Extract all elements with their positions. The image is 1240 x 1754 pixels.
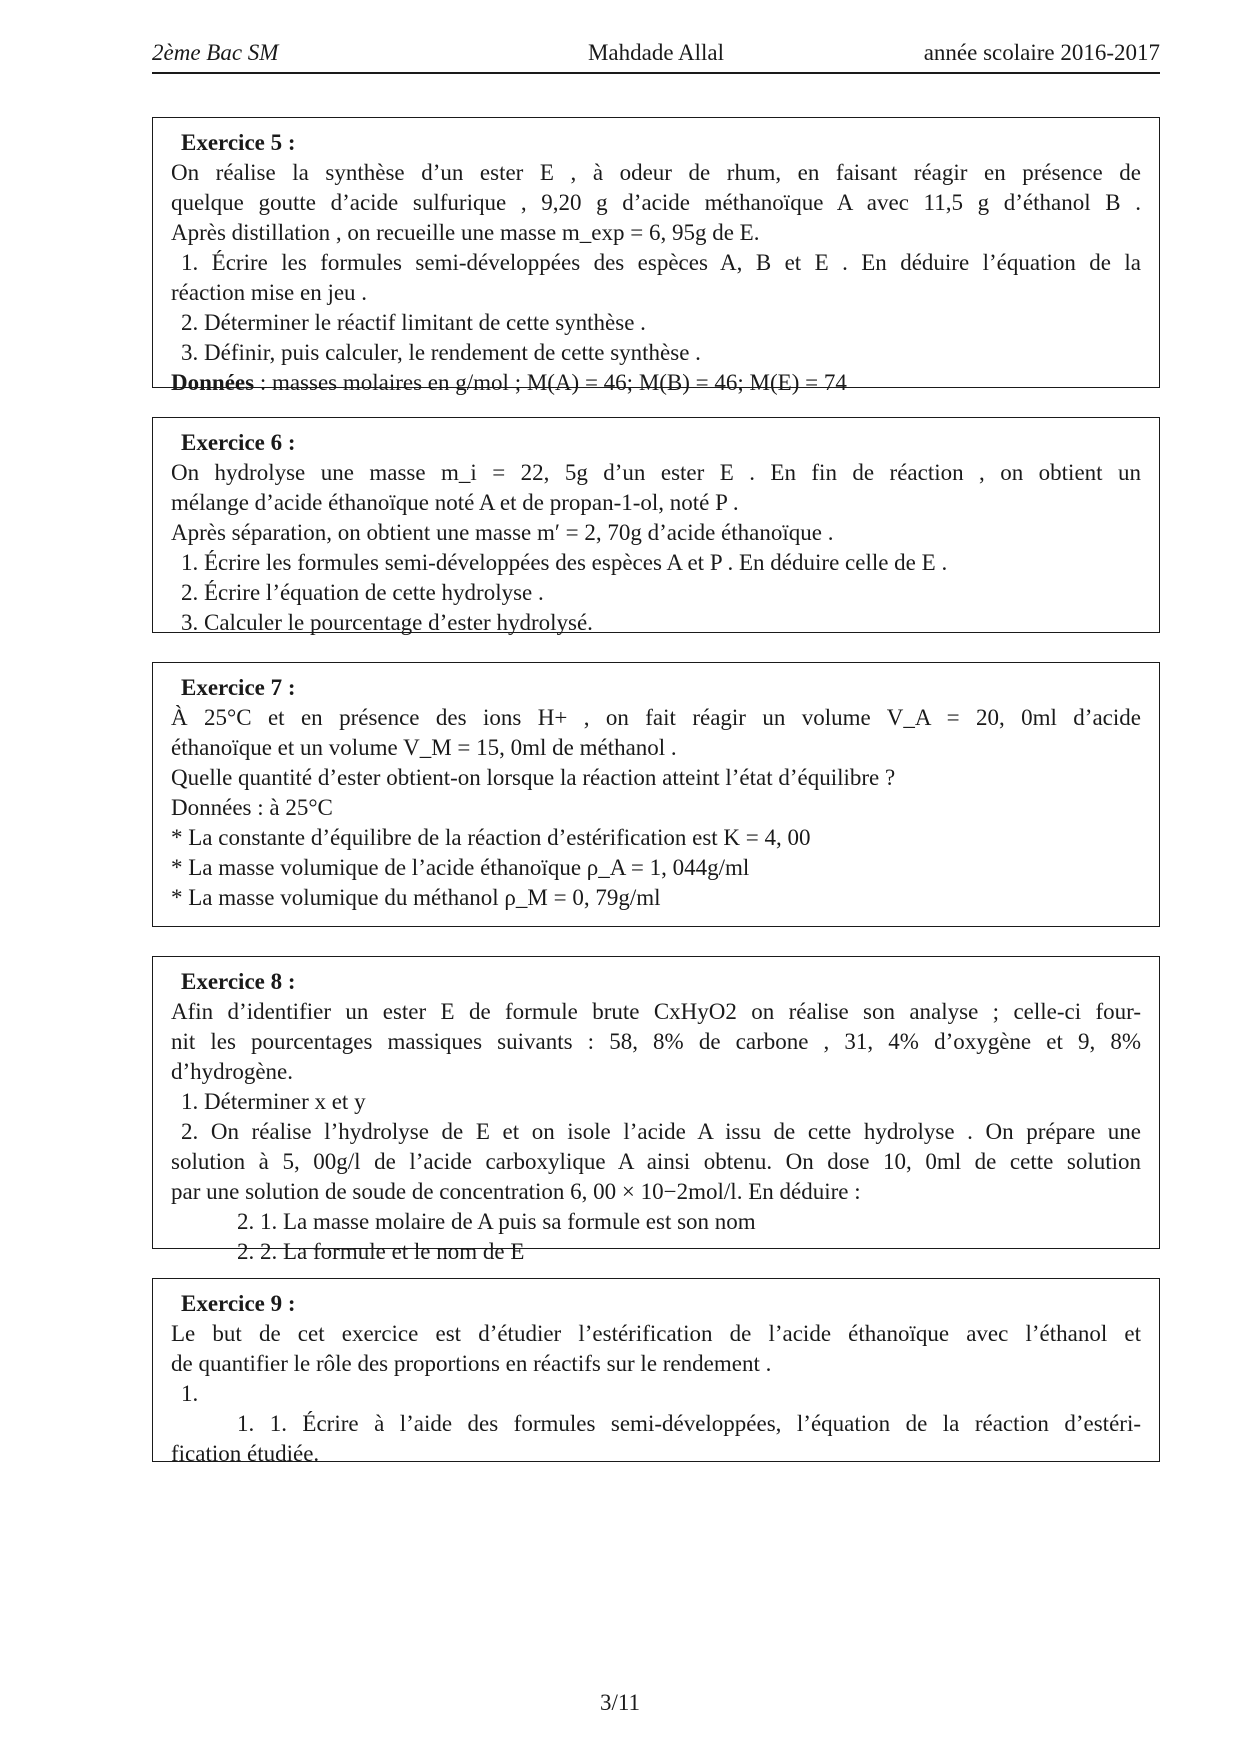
data-text: : masses molaires en g/mol ; M(A) = 46; M(B) = 46; M(E) = 74 xyxy=(254,370,847,395)
exercise-5-data-line xyxy=(171,368,1141,398)
page-number: 3/11 xyxy=(599,1690,641,1715)
exercise-5-question-2: 2. Déterminer le réactif limitant de cette synthèse . xyxy=(181,310,646,335)
exercise-9-title: Exercice 9 : xyxy=(181,1291,296,1316)
exercise-8-line-7: par une solution de soude de concentration 6, 00 × 10−2mol/l. En déduire : xyxy=(171,1179,861,1204)
exercise-8-title: Exercice 8 : xyxy=(181,969,296,994)
exercise-7-title: Exercice 7 : xyxy=(181,675,296,700)
exercise-7-data-header: Données : à 25°C xyxy=(171,795,333,820)
exercise-6-line-3: Après séparation, on obtient une masse m′ = 2, 70g d’acide éthanoïque . xyxy=(171,520,834,545)
exercise-6-box xyxy=(152,417,1160,633)
exercise-9-line-5: fication étudiée. xyxy=(171,1441,320,1466)
exercise-6-question-2: 2. Écrire l’équation de cette hydrolyse . xyxy=(181,580,544,605)
exercise-7-data-1: * La constante d’équilibre de la réaction d’estérification est K = 4, 00 xyxy=(171,825,811,850)
exercise-5-line-3: Après distillation , on recueille une masse m_exp = 6, 95g de E. xyxy=(171,220,760,245)
exercise-5-line-2: quelque goutte d’acide sulfurique , 9,20 g d’acide méthanoïque A avec 11,5 g d’éthanol B . xyxy=(171,190,1141,215)
exercise-6-line-1: On hydrolyse une masse m_i = 22, 5g d’un ester E . En fin de réaction , on obtient un xyxy=(171,460,1141,485)
exercise-7-line-3: Quelle quantité d’ester obtient-on lorsque la réaction atteint l’état d’équilibre ? xyxy=(171,765,896,790)
exercise-5-line-1: On réalise la synthèse d’un ester E , à odeur de rhum, en faisant réagir en présence de xyxy=(171,160,1141,185)
exercise-7-line-1: À 25°C et en présence des ions H+ , on fait réagir un volume V_A = 20, 0ml d’acide xyxy=(171,705,1141,730)
exercise-7-line-2: éthanoïque et un volume V_M = 15, 0ml de méthanol . xyxy=(171,735,677,760)
header-author: Mahdade Allal xyxy=(587,40,725,65)
page-header xyxy=(152,38,1160,74)
exercise-9-line-1: Le but de cet exercice est d’étudier l’estérification de l’acide éthanoïque avec l’éthanol et xyxy=(171,1321,1141,1346)
exercise-8-line-3: d’hydrogène. xyxy=(171,1059,293,1084)
exercise-9-box xyxy=(152,1278,1160,1466)
exercise-9-question-1: 1. xyxy=(181,1381,199,1406)
exercise-5-question-1: 1. Écrire les formules semi-développées des espèces A, B et E . En déduire l’équation de la xyxy=(181,250,1141,275)
exercise-8-question-1: 1. Déterminer x et y xyxy=(181,1089,366,1114)
exercise-8-line-2: nit les pourcentages massiques suivants : 58, 8% de carbone , 31, 4% d’oxygène et 9, 8% xyxy=(171,1029,1141,1054)
exercise-9-question-1-1: 1. 1. Écrire à l’aide des formules semi-développées, l’équation de la réaction d’estéri- xyxy=(237,1411,1141,1436)
exercise-5-title: Exercice 5 : xyxy=(181,130,296,155)
exercise-8-line-1: Afin d’identifier un ester E de formule brute CxHyO2 on réalise son analyse ; celle-ci four- xyxy=(171,999,1141,1024)
exercise-8-question-2: 2. On réalise l’hydrolyse de E et on isole l’acide A issu de cette hydrolyse . On prépare une xyxy=(181,1119,1141,1144)
exercise-7-data-2: * La masse volumique de l’acide éthanoïque ρ_A = 1, 044g/ml xyxy=(171,855,750,880)
exercise-9-line-2: de quantifier le rôle des proportions en réactifs sur le rendement . xyxy=(171,1351,772,1376)
exercise-7-data-3: * La masse volumique du méthanol ρ_M = 0, 79g/ml xyxy=(171,885,661,910)
exercise-8-question-2-2: 2. 2. La formule et le nom de E xyxy=(237,1239,525,1264)
header-school-year: année scolaire 2016-2017 xyxy=(923,40,1160,65)
exercise-8-line-6: solution à 5, 00g/l de l’acide carboxylique A ainsi obtenu. On dose 10, 0ml de cette solution xyxy=(171,1149,1141,1174)
exercise-6-line-2: mélange d’acide éthanoïque noté A et de propan-1-ol, noté P . xyxy=(171,490,739,515)
exercise-6-question-1: 1. Écrire les formules semi-développées des espèces A et P . En déduire celle de E . xyxy=(181,550,948,575)
exercise-5-question-3: 3. Définir, puis calculer, le rendement de cette synthèse . xyxy=(181,340,701,365)
exercise-6-question-3: 3. Calculer le pourcentage d’ester hydrolysé. xyxy=(181,610,593,635)
exercise-5-box xyxy=(152,117,1160,395)
exercise-8-question-2-1: 2. 1. La masse molaire de A puis sa formule est son nom xyxy=(237,1209,756,1234)
exercise-5-line-5: réaction mise en jeu . xyxy=(171,280,368,305)
exercise-7-box xyxy=(152,662,1160,927)
header-class: 2ème Bac SM xyxy=(152,40,279,65)
exercise-6-title: Exercice 6 : xyxy=(181,430,296,455)
data-label: Données xyxy=(171,370,255,395)
exercise-8-box xyxy=(152,956,1160,1264)
